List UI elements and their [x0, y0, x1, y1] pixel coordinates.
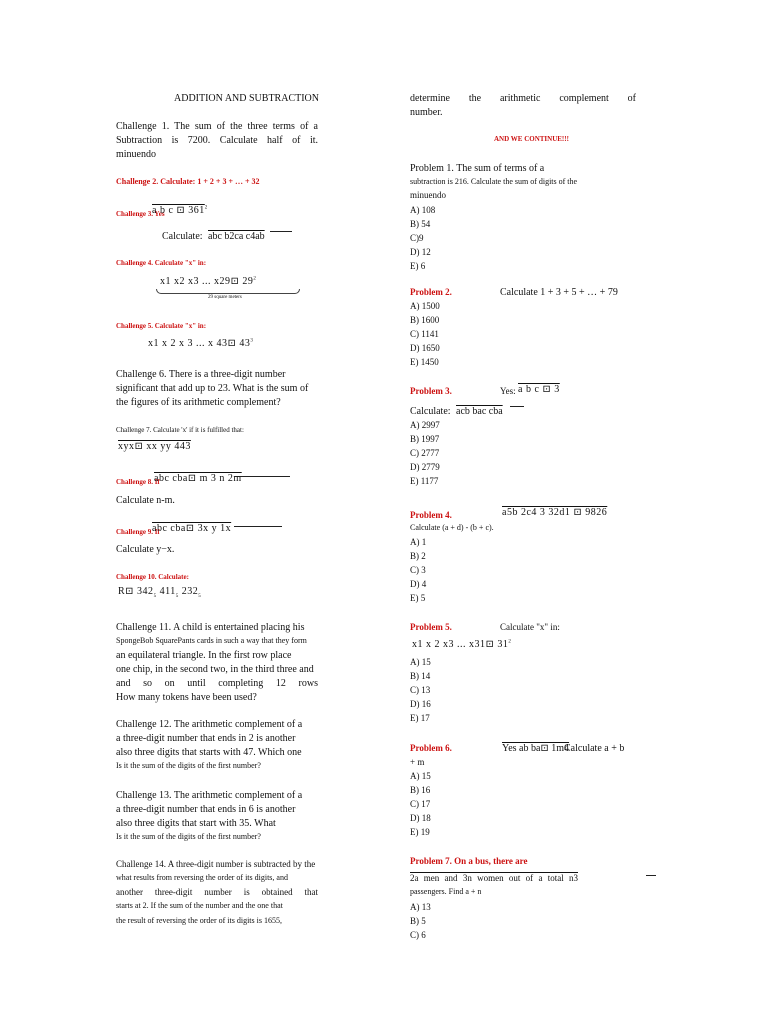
problem-3-calc-label: Calculate: — [410, 406, 451, 417]
option: B) 16 — [410, 785, 431, 795]
overline-rule — [646, 875, 656, 876]
problem-3-expression: a b c ⊡ 3 — [518, 384, 560, 395]
problem-2-text: Calculate 1 + 3 + 5 + … + 79 — [500, 287, 618, 298]
challenge-6-line-2: significant that add up to 23. What is the sum of — [116, 383, 309, 394]
challenge-5: Challenge 5. Calculate "x" in: — [116, 322, 207, 330]
challenge-14-line-2: what results from reversing the order of its digits, and — [116, 873, 288, 882]
option: A) 108 — [410, 205, 436, 215]
overline-rule — [510, 406, 524, 407]
problem-5-text: Calculate "x" in: — [500, 622, 560, 632]
option: C) 2777 — [410, 448, 440, 458]
problem-2-label: Problem 2. — [410, 287, 452, 297]
challenge-12-line-1: Challenge 12. The arithmetic complement of a — [116, 719, 303, 730]
problem-1-line-1: Problem 1. The sum of terms of a — [410, 163, 545, 174]
challenge-8-expression: abc cba⊡ m 3 n 2m — [154, 473, 242, 484]
continue-heading: AND WE CONTINUE!!! — [494, 135, 569, 143]
challenge-7: Challenge 7. Calculate 'x' if it is fulfilled that: — [116, 426, 244, 434]
option: D) 2779 — [410, 462, 440, 472]
overline-rule — [234, 526, 282, 527]
option: B) 2 — [410, 551, 426, 561]
option: D) 12 — [410, 247, 431, 257]
challenge-10-base-3: 5 — [198, 594, 202, 599]
challenge-4: Challenge 4. Calculate "x" in: — [116, 259, 207, 267]
problem-5-label: Problem 5. — [410, 622, 452, 632]
problem-3-label: Problem 3. — [410, 386, 452, 396]
challenge-1-line-3: minuendo — [116, 149, 156, 160]
option: D) 4 — [410, 579, 427, 589]
option: C) 1141 — [410, 329, 439, 339]
challenge-10: Challenge 10. Calculate: — [116, 573, 189, 581]
problem-1-line-3: minuendo — [410, 190, 446, 200]
problem-1-line-2: subtraction is 216. Calculate the sum of digits of the — [410, 177, 578, 186]
challenge-14-line-5: the result of reversing the order of its digits is 1655, — [116, 916, 282, 925]
challenge-8-calc: Calculate n-m. — [116, 495, 175, 506]
option: E) 6 — [410, 261, 426, 271]
challenge-12-line-2: a three-digit number that ends in 2 is another — [116, 733, 296, 744]
challenge-1-line-2: Subtraction is 7200. Calculate half of it. — [116, 135, 318, 146]
intro-line-2: number. — [410, 107, 443, 118]
problem-5-expr-text: x1 x 2 x3 ... x31⊡ 31 — [412, 639, 509, 650]
challenge-9-calc: Calculate y−x. — [116, 544, 175, 555]
option: A) 15 — [410, 657, 431, 667]
challenge-9-expression: abc cba⊡ 3x y 1x — [152, 523, 232, 534]
problem-6-expression: Yes ab ba⊡ 1m4 — [502, 743, 570, 754]
challenge-7-expression: xyx⊡ xx yy 443 — [118, 441, 191, 452]
option: E) 17 — [410, 713, 430, 723]
challenge-14-line-4: starts at 2. If the sum of the number and the one that — [116, 901, 283, 910]
challenge-3-sup: 2 — [204, 205, 208, 211]
challenge-3-label: Challenge 3. Yes — [116, 210, 165, 218]
option: D) 1650 — [410, 343, 440, 353]
challenge-11-line-5: and so on until completing 12 rows — [116, 678, 318, 689]
option: A) 2997 — [410, 420, 440, 430]
option: E) 19 — [410, 827, 430, 837]
challenge-10-expression — [118, 586, 201, 600]
problem-6-label: Problem 6. — [410, 743, 452, 753]
intro-line-1: determine the arithmetic complement of — [410, 93, 636, 104]
problem-4-expression: a5b 2c4 3 32d1 ⊡ 9826 — [502, 507, 608, 518]
option: B) 1997 — [410, 434, 440, 444]
problem-7-line-1: 2a men and 3n women out of a total n3 — [410, 873, 578, 883]
option: D) 18 — [410, 813, 431, 823]
problem-7-label: Problem 7. On a bus, there are — [410, 856, 528, 866]
option: B) 14 — [410, 671, 431, 681]
challenge-12-line-4: Is it the sum of the digits of the first number? — [116, 761, 261, 770]
challenge-12-line-3: also three digits that starts with 47. Which one — [116, 747, 302, 758]
problem-4-label: Problem 4. — [410, 510, 452, 520]
challenge-11-line-1: Challenge 11. A child is entertained placing his — [116, 622, 305, 633]
option: B) 1600 — [410, 315, 440, 325]
option: C) 3 — [410, 565, 426, 575]
challenge-3-expression — [152, 205, 208, 216]
challenge-13-line-3: also three digits that start with 35. What — [116, 818, 276, 829]
option: C)9 — [410, 233, 424, 243]
challenge-14-line-1: Challenge 14. A three-digit number is subtracted by the — [116, 859, 316, 869]
problem-5-sup: 2 — [508, 639, 512, 645]
challenge-11-line-4: one chip, in the second two, in the third three and — [116, 664, 314, 675]
option: A) 13 — [410, 902, 431, 912]
page-title: ADDITION AND SUBTRACTION — [174, 93, 319, 104]
challenge-8-label: Challenge 8. If — [116, 478, 160, 486]
challenge-10-base-1: 5 — [153, 594, 157, 599]
challenge-3-expr-text: a b c ⊡ 361 — [152, 205, 205, 216]
option: E) 5 — [410, 593, 426, 603]
challenge-2: Challenge 2. Calculate: 1 + 2 + 3 + … + 32 — [116, 177, 260, 186]
challenge-13-line-4: Is it the sum of the digits of the first number? — [116, 832, 261, 841]
option: E) 1450 — [410, 357, 439, 367]
challenge-11-line-6: How many tokens have been used? — [116, 692, 257, 703]
challenge-13-line-1: Challenge 13. The arithmetic complement of a — [116, 790, 303, 801]
problem-5-expression — [412, 639, 511, 650]
challenge-5-sup: 3 — [250, 338, 254, 344]
challenge-10-base-2: 5 — [175, 594, 179, 599]
challenge-11-line-2: SpongeBob SquarePants cards in such a way that they form — [116, 636, 307, 645]
problem-6-calc: Calculate a + b — [564, 743, 625, 754]
challenge-10-term-1: R⊡ 342 — [118, 586, 154, 597]
problem-7-line-2: passengers. Find a + n — [410, 887, 482, 896]
challenge-10-term-3: 232 — [181, 586, 199, 597]
option: A) 1 — [410, 537, 427, 547]
option: B) 54 — [410, 219, 431, 229]
problem-6-line-2: + m — [410, 757, 425, 767]
challenge-3-calc-expr: abc b2ca c4ab — [208, 231, 265, 242]
underbrace — [156, 289, 300, 294]
challenge-10-term-2: 411 — [159, 586, 176, 597]
challenge-3-calc-label: Calculate: — [162, 231, 203, 242]
option: C) 6 — [410, 930, 426, 940]
option: D) 16 — [410, 699, 431, 709]
option: B) 5 — [410, 916, 426, 926]
overline-rule — [234, 476, 290, 477]
problem-3-yes: Yes: — [500, 386, 516, 396]
challenge-13-line-2: a three-digit number that ends in 6 is another — [116, 804, 296, 815]
option: A) 15 — [410, 771, 431, 781]
challenge-5-expression — [148, 338, 253, 349]
option: A) 1500 — [410, 301, 440, 311]
challenge-4-sup: 2 — [253, 276, 257, 282]
challenge-4-expression — [160, 276, 256, 287]
challenge-9-label: Challenge 9. If — [116, 528, 160, 536]
option: C) 13 — [410, 685, 431, 695]
overline-rule — [270, 231, 292, 232]
option: C) 17 — [410, 799, 431, 809]
problem-3-calc-expr: acb bac cba — [456, 406, 503, 417]
challenge-1-line-1: Challenge 1. The sum of the three terms of a — [116, 121, 318, 132]
problem-4-calc: Calculate (a + d) - (b + c). — [410, 523, 494, 532]
challenge-11-line-3: an equilateral triangle. In the first row place — [116, 650, 292, 661]
challenge-4-brace-label: 29 square meters — [208, 295, 242, 300]
challenge-6-line-1: Challenge 6. There is a three-digit number — [116, 369, 286, 380]
challenge-5-expr-text: x1 x 2 x 3 ... x 43⊡ 43 — [148, 338, 251, 349]
challenge-14-line-3: another three-digit number is obtained that — [116, 887, 318, 897]
challenge-6-line-3: the figures of its arithmetic complement? — [116, 397, 281, 408]
challenge-4-expr-text: x1 x2 x3 ... x29⊡ 29 — [160, 276, 254, 287]
option: E) 1177 — [410, 476, 439, 486]
